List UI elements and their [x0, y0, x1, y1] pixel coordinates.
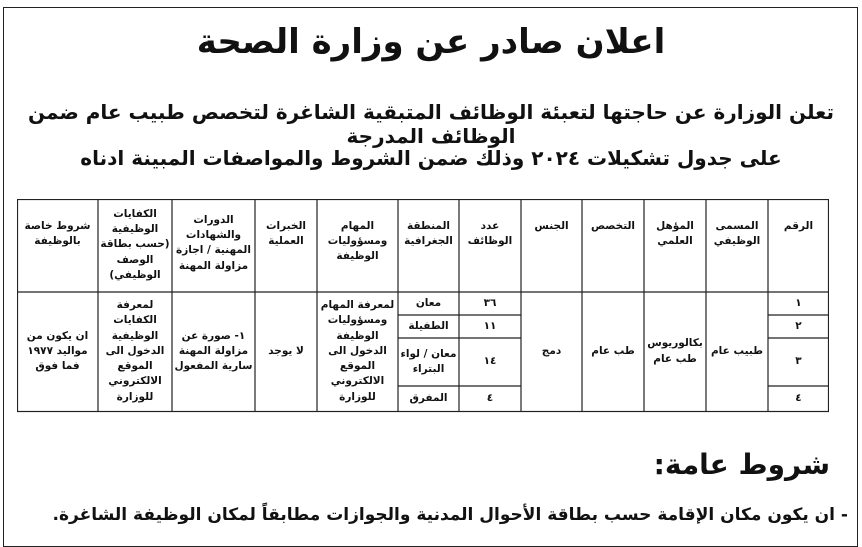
region-cell: المفرق	[409, 391, 448, 404]
experience-cell: لا يوجد	[268, 344, 304, 357]
general-conditions-title: شروط عامة:	[653, 448, 830, 481]
header-competencies: الكفايات الوظيفية (حسب بطاقة الوصف الوظيفي)	[100, 208, 170, 281]
header-special-conditions: شروط خاصة بالوظيفة	[24, 220, 91, 248]
intro-line-1: تعلن الوزارة عن حاجتها لتعبئة الوظائف المتبقية الشاغرة لتخصص طبيب عام ضمن الوظائف المدرجة	[28, 100, 834, 148]
header-gender: الجنس	[534, 220, 569, 232]
special-conditions-cell: ان يكون من مواليد ١٩٧٧ فما فوق	[26, 329, 89, 373]
specialty-cell: طب عام	[591, 344, 635, 357]
row-number: ٣	[795, 355, 802, 368]
region-cell: معان / لواء البتراء	[400, 347, 457, 375]
region-cell: معان	[415, 296, 442, 309]
job-count-cell: ٤	[486, 391, 494, 404]
job-count-cell: ١١	[483, 319, 497, 332]
row-number: ٤	[795, 391, 802, 404]
header-qualification: المؤهل العلمي	[656, 220, 694, 248]
row-number: ٢	[795, 319, 802, 332]
gender-cell: دمج	[541, 344, 562, 357]
header-duties: المهام ومسؤوليات الوظيفة	[327, 220, 388, 263]
header-region: المنطقة الجغرافية	[404, 220, 453, 248]
job-count-cell: ١٤	[483, 355, 497, 368]
header-job-title: المسمى الوظيفي	[713, 220, 761, 248]
header-experience: الخبرات العملية	[265, 220, 307, 248]
jobs-table	[17, 199, 829, 419]
header-courses: الدورات والشهادات المهنية / اجازة مزاولة المهنة	[176, 214, 251, 272]
general-condition-item: - ان يكون مكان الإقامة حسب بطاقة الأحوال المدنية والجوازات مطابقاً لمكان الوظيفة الشاغرة.	[52, 505, 848, 525]
header-job-count: عدد الوظائف	[467, 220, 513, 248]
header-specialty: التخصص	[590, 220, 636, 232]
competencies-cell: لمعرفة الكفايات الوظيفية الدخول الى الموقع الالكتروني للوزارة	[105, 299, 165, 403]
duties-cell: لمعرفة المهام ومسؤوليات الوظيفة الدخول الى الموقع الالكتروني للوزارة	[320, 299, 395, 403]
region-cell: الطفيلة	[408, 319, 449, 332]
announcement-title: اعلان صادر عن وزارة الصحة	[196, 22, 666, 62]
job-count-cell: ٣٦	[483, 296, 497, 309]
job-title-cell: طبيب عام	[710, 344, 764, 357]
courses-cell: ١- صورة عن مزاولة المهنة سارية المفعول	[174, 329, 253, 373]
intro-line-2: على جدول تشكيلات ٢٠٢٤ وذلك ضمن الشروط والمواصفات المبينة ادناه	[80, 146, 782, 170]
header-number: الرقم	[783, 220, 814, 232]
qualification-cell: بكالوريوس طب عام	[647, 337, 703, 365]
row-number: ١	[795, 296, 802, 309]
